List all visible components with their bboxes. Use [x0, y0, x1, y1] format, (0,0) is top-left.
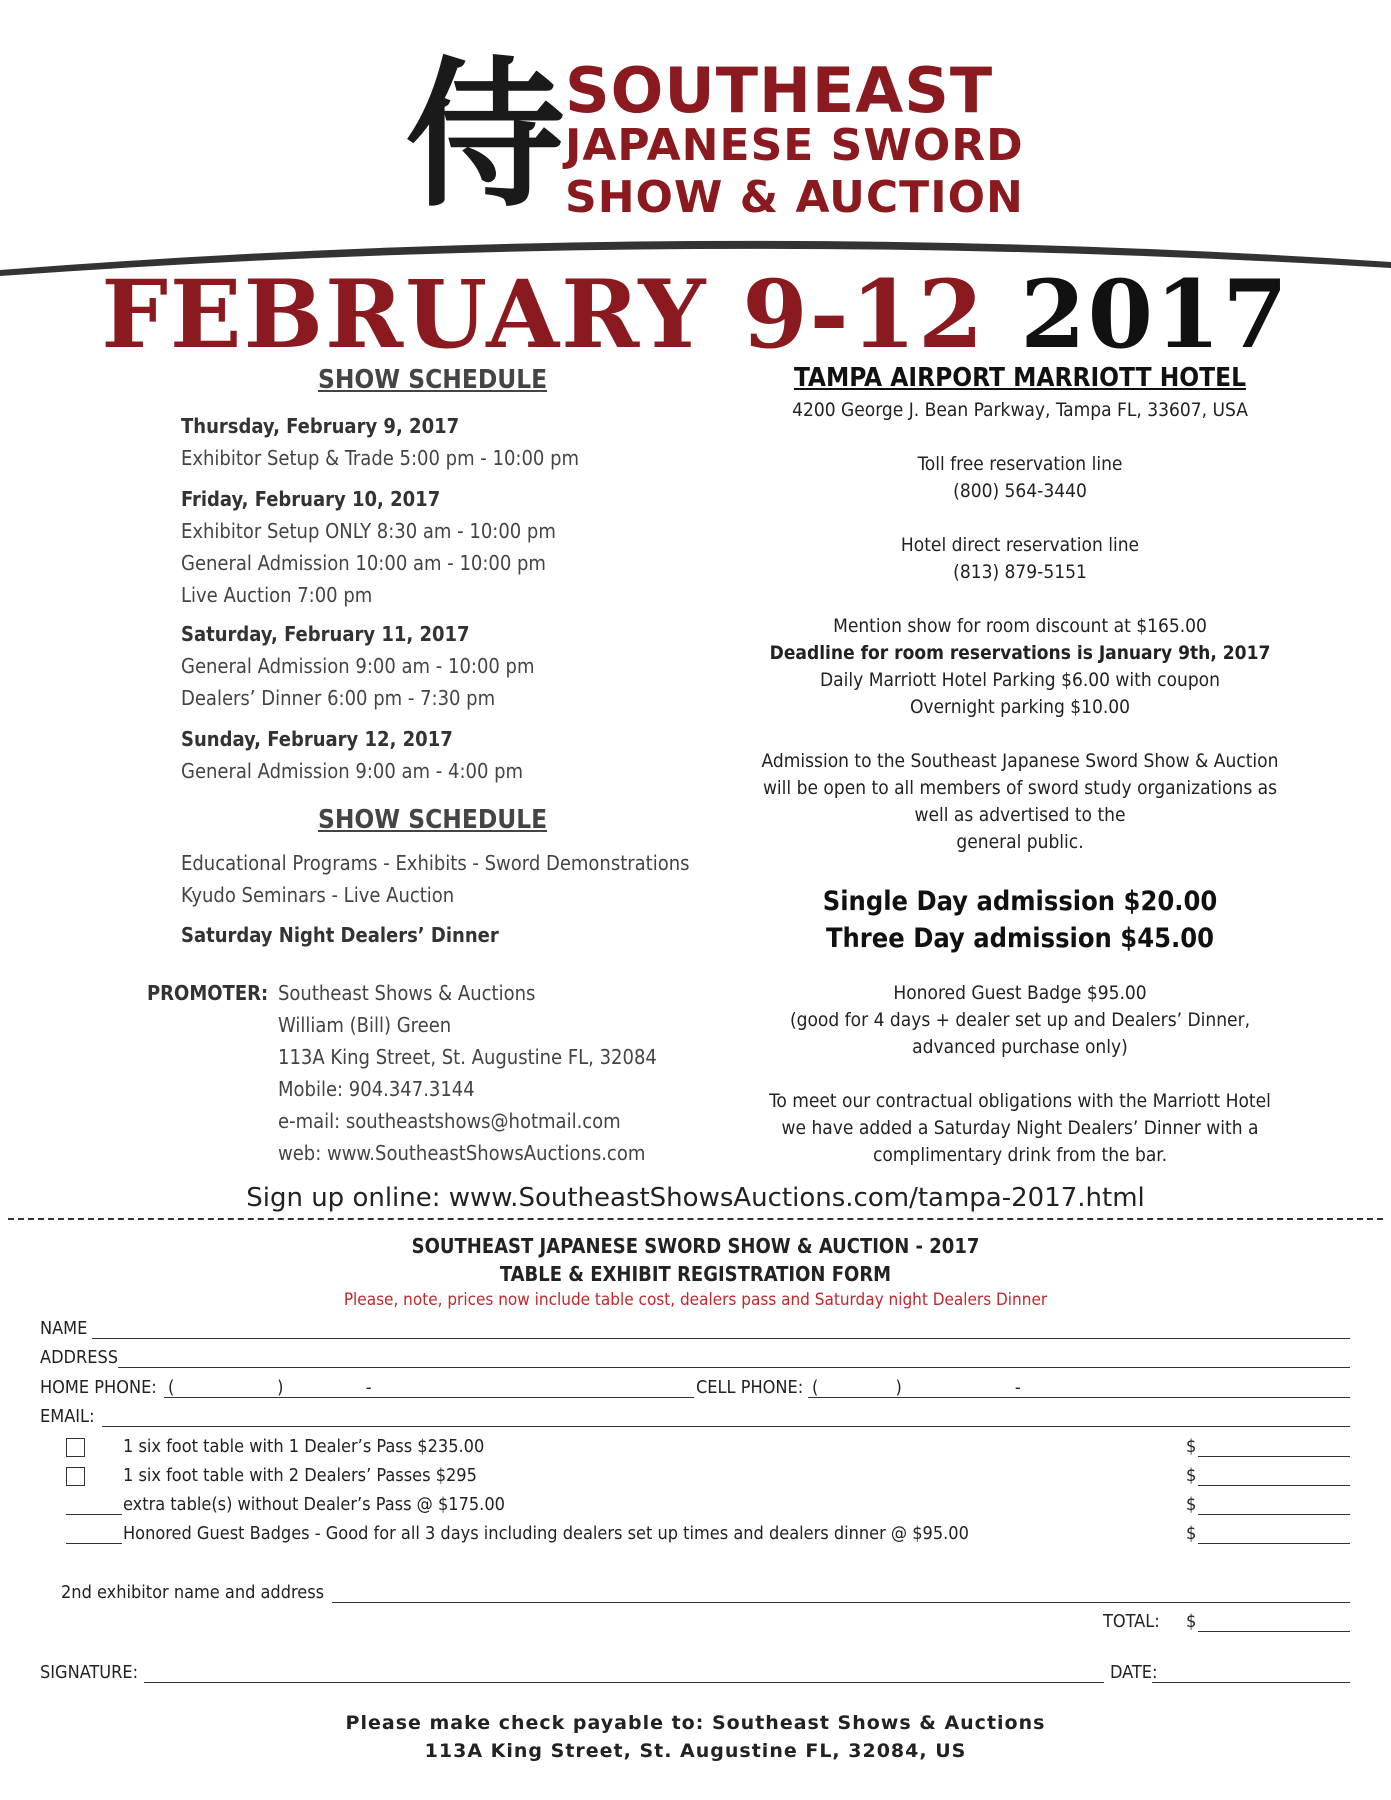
form-title-registration: TABLE & EXHIBIT REGISTRATION FORM — [499, 1262, 892, 1286]
guest-badge-text: Honored Guest Badge $95.00 — [893, 982, 1147, 1004]
date-label: DATE: — [1110, 1662, 1158, 1683]
cell-phone-mask: ( ) - — [812, 1377, 1021, 1398]
home-phone-mask: ( ) - — [168, 1377, 372, 1398]
promoter-company: Southeast Shows & Auctions — [278, 981, 536, 1005]
currency-sign: $ — [1186, 1494, 1197, 1515]
guest-badge-text: advanced purchase only) — [912, 1036, 1128, 1058]
logo-line-southeast: SOUTHEAST — [565, 54, 994, 127]
promoter-address: 113A King Street, St. Augustine FL, 32084 — [278, 1045, 657, 1069]
logo-line-japanese-sword: JAPANESE SWORD — [565, 120, 1024, 171]
option-2-checkbox[interactable] — [66, 1467, 85, 1486]
currency-sign: $ — [1186, 1436, 1197, 1457]
home-phone-field[interactable] — [164, 1397, 694, 1398]
extra-tables-qty-field[interactable] — [66, 1514, 122, 1515]
home-phone-label: HOME PHONE: — [40, 1377, 157, 1398]
reservation-deadline: Deadline for room reservations is January 9th, 2017 — [769, 642, 1271, 664]
schedule-item: Exhibitor Setup & Trade 5:00 pm - 10:00 pm — [181, 446, 580, 470]
programs-heading: SHOW SCHEDULE — [318, 805, 548, 835]
signature-label: SIGNATURE: — [40, 1662, 139, 1683]
schedule-day-friday: Friday, February 10, 2017 — [181, 487, 441, 511]
three-day-admission: Three Day admission $45.00 — [825, 923, 1215, 954]
option-2-amount-field[interactable] — [1198, 1485, 1350, 1486]
schedule-item: General Admission 9:00 am - 4:00 pm — [181, 759, 524, 783]
admission-text: will be open to all members of sword study organizations as — [762, 777, 1278, 799]
room-discount: Mention show for room discount at $165.00 — [833, 615, 1207, 637]
name-label: NAME — [40, 1318, 88, 1339]
option-2-label: 1 six foot table with 2 Dealers’ Passes $295 — [123, 1465, 477, 1486]
second-exhibitor-label: 2nd exhibitor name and address — [61, 1582, 325, 1603]
schedule-item: Live Auction 7:00 pm — [181, 583, 373, 607]
total-amount-field[interactable] — [1198, 1631, 1350, 1632]
option-1-label: 1 six foot table with 1 Dealer’s Pass $235.00 — [123, 1436, 485, 1457]
hotel-name-heading: TAMPA AIRPORT MARRIOTT HOTEL — [793, 363, 1247, 393]
programs-dealers-dinner: Saturday Night Dealers’ Dinner — [181, 923, 499, 947]
tollfree-label: Toll free reservation line — [917, 453, 1123, 475]
signup-online-link[interactable]: Sign up online: www.SoutheastShowsAuctions.com/tampa-2017.html — [246, 1183, 1145, 1213]
email-label: EMAIL: — [40, 1406, 95, 1427]
programs-line: Educational Programs - Exhibits - Sword Demonstrations — [181, 851, 690, 875]
option-3-label: extra table(s) without Dealer’s Pass @ $175.00 — [123, 1494, 505, 1515]
parking-daily: Daily Marriott Hotel Parking $6.00 with coupon — [820, 669, 1220, 691]
form-price-note: Please, note, prices now include table cost, dealers pass and Saturday night Dealers Dinner — [343, 1290, 1048, 1310]
direct-line-phone: (813) 879-5151 — [953, 561, 1087, 583]
obligation-text: To meet our contractual obligations with the Marriott Hotel — [769, 1090, 1271, 1112]
option-3-amount-field[interactable] — [1198, 1514, 1350, 1515]
schedule-item: General Admission 9:00 am - 10:00 pm — [181, 654, 535, 678]
schedule-day-sunday: Sunday, February 12, 2017 — [181, 727, 453, 751]
currency-sign: $ — [1186, 1523, 1197, 1544]
second-exhibitor-field[interactable] — [332, 1602, 1350, 1603]
currency-sign: $ — [1186, 1465, 1197, 1486]
tollfree-phone: (800) 564-3440 — [953, 480, 1087, 502]
schedule-item: Exhibitor Setup ONLY 8:30 am - 10:00 pm — [181, 519, 556, 543]
event-year: 2017 — [1020, 260, 1290, 370]
signature-field[interactable] — [144, 1682, 1104, 1683]
option-4-label: Honored Guest Badges - Good for all 3 days including dealers set up times and dealers dinner @ $95.00 — [123, 1523, 969, 1544]
obligation-text: we have added a Saturday Night Dealers’ Dinner with a — [781, 1117, 1259, 1139]
form-title-event: SOUTHEAST JAPANESE SWORD SHOW & AUCTION - 2017 — [411, 1234, 980, 1258]
samurai-kanji-logo: 侍 — [405, 41, 566, 229]
cell-phone-field[interactable] — [808, 1397, 1350, 1398]
admission-text: general public. — [956, 831, 1084, 853]
guest-badge-text: (good for 4 days + dealer set up and Dealers’ Dinner, — [789, 1009, 1251, 1031]
name-field[interactable] — [92, 1338, 1350, 1339]
event-date-headline — [0, 260, 1391, 370]
address-label: ADDRESS — [40, 1347, 119, 1368]
programs-line: Kyudo Seminars - Live Auction — [181, 883, 455, 907]
option-1-amount-field[interactable] — [1198, 1456, 1350, 1457]
email-field[interactable] — [102, 1426, 1350, 1427]
parking-overnight: Overnight parking $10.00 — [909, 696, 1131, 718]
option-1-checkbox[interactable] — [66, 1438, 85, 1457]
show-schedule-heading: SHOW SCHEDULE — [318, 365, 548, 395]
hotel-address: 4200 George J. Bean Parkway, Tampa FL, 33607, USA — [792, 399, 1248, 421]
promoter-web[interactable]: web: www.SoutheastShowsAuctions.com — [278, 1141, 646, 1165]
event-month-days: FEBRUARY 9-12 — [101, 260, 986, 370]
cell-phone-label: CELL PHONE: — [696, 1377, 804, 1398]
promoter-label: PROMOTER: — [147, 981, 269, 1005]
schedule-item: Dealers’ Dinner 6:00 pm - 7:30 pm — [181, 686, 496, 710]
date-field[interactable] — [1152, 1682, 1350, 1683]
promoter-mobile: Mobile: 904.347.3144 — [278, 1077, 475, 1101]
schedule-day-thursday: Thursday, February 9, 2017 — [181, 414, 460, 438]
currency-sign: $ — [1186, 1611, 1197, 1632]
admission-text: Admission to the Southeast Japanese Sword Show & Auction — [761, 750, 1279, 772]
payable-address-text: 113A King Street, St. Augustine FL, 32084, US — [424, 1740, 967, 1762]
logo-line-show-auction: SHOW & AUCTION — [565, 172, 1024, 223]
promoter-contact-name: William (Bill) Green — [278, 1013, 452, 1037]
total-label: TOTAL: — [1103, 1611, 1160, 1632]
schedule-day-saturday: Saturday, February 11, 2017 — [181, 622, 470, 646]
obligation-text: complimentary drink from the bar. — [872, 1144, 1168, 1166]
cut-line-divider — [8, 1218, 1383, 1220]
promoter-email[interactable]: e-mail: southeastshows@hotmail.com — [278, 1109, 621, 1133]
schedule-item: General Admission 10:00 am - 10:00 pm — [181, 551, 546, 575]
address-field[interactable] — [118, 1367, 1350, 1368]
option-4-amount-field[interactable] — [1198, 1543, 1350, 1544]
direct-line-label: Hotel direct reservation line — [900, 534, 1140, 556]
single-day-admission: Single Day admission $20.00 — [822, 886, 1218, 917]
guest-badges-qty-field[interactable] — [66, 1543, 122, 1544]
admission-text: well as advertised to the — [914, 804, 1126, 826]
payable-to-text: Please make check payable to: Southeast Shows & Auctions — [345, 1712, 1046, 1734]
